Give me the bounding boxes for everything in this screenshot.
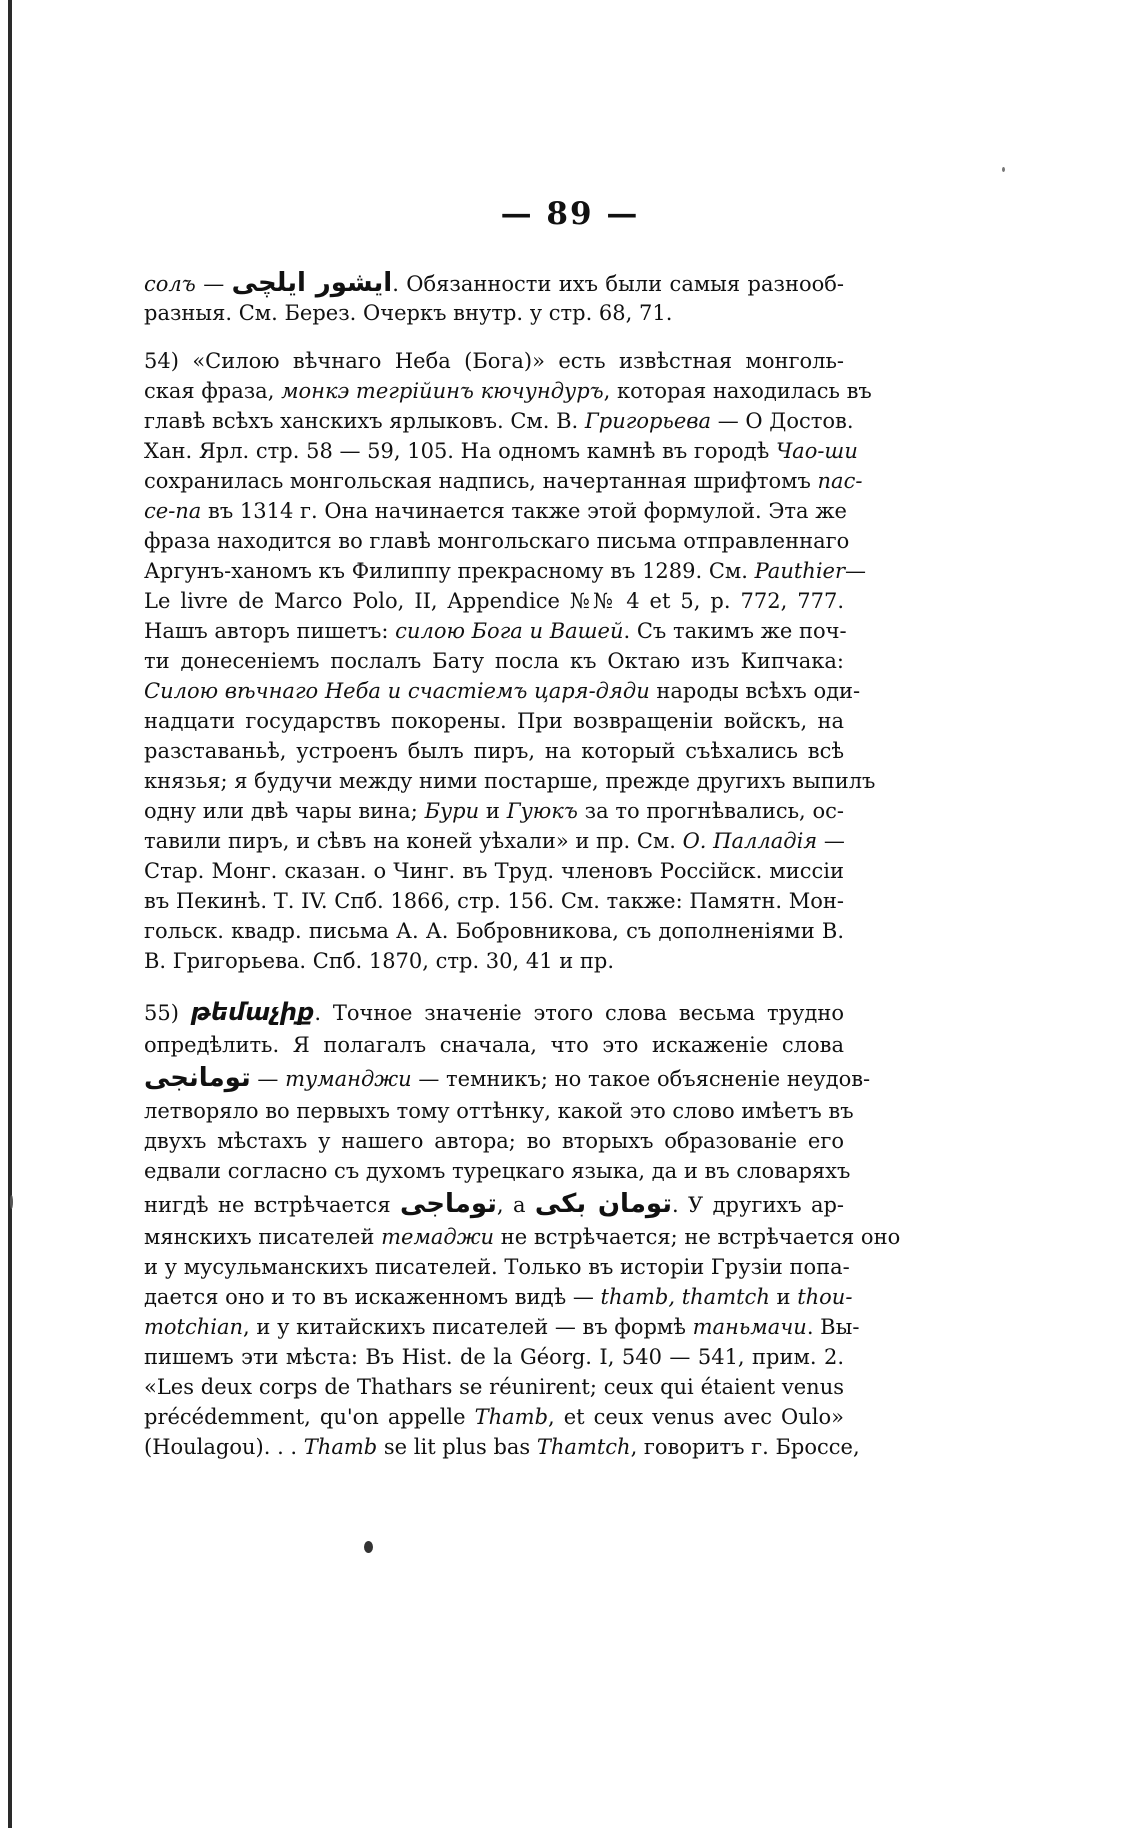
text-span: , которая находилась въ <box>603 379 872 403</box>
italic-text: thou- <box>797 1285 853 1309</box>
italic-text: солъ <box>144 272 196 296</box>
text-span: одну или двѣ чары вина; <box>144 799 425 823</box>
text-line <box>144 706 844 736</box>
text-span: — темникъ; но такое объясненіе неудов- <box>411 1067 871 1091</box>
text-span: Le livre de Marco Polo, II, Appendice №№ 4 et 5, p. 772, 777. <box>144 589 844 613</box>
text-span: въ 1314 г. Она начинается также этой формулой. Эта же <box>201 499 847 523</box>
text-span: не встрѣчается; не встрѣчается оно <box>494 1225 901 1249</box>
text-line <box>144 1372 844 1402</box>
text-span: В. Григорьева. Спб. 1870, стр. 30, 41 и пр. <box>144 949 615 973</box>
text-line <box>144 346 844 376</box>
text-line <box>144 1282 853 1312</box>
text-span: фраза находится во главѣ монгольскаго письма отправленнаго <box>144 529 850 553</box>
text-line <box>144 1342 844 1372</box>
text-span: Хан. Ярл. стр. 58 — 59, 105. На одномъ камнѣ въ городѣ <box>144 439 776 463</box>
text-span: 54) «Силою вѣчнаго Неба (Бога)» есть извѣстная монголь- <box>144 349 844 373</box>
text-span: гольск. квадр. письма А. А. Бобровникова, съ дополненіями В. <box>144 919 844 943</box>
ink-speck <box>10 1195 13 1209</box>
text-span: разставаньѣ, устроенъ былъ пиръ, на который съѣхались всѣ <box>144 739 844 763</box>
text-line <box>144 1156 851 1186</box>
italic-text: Thamb <box>303 1435 378 1459</box>
text-line <box>144 496 847 526</box>
text-span: , а <box>496 1193 535 1217</box>
text-line <box>144 766 876 796</box>
italic-text: монкэ тегрійинъ кючундуръ <box>281 379 604 403</box>
text-span: нигдѣ не встрѣчается <box>144 1193 400 1217</box>
text-line <box>144 466 863 496</box>
text-span: se lit plus bas <box>377 1435 537 1459</box>
text-span: Нашъ авторъ пишетъ: <box>144 619 396 643</box>
paragraph-gap <box>144 328 844 346</box>
text-line <box>144 376 872 406</box>
text-span: двухъ мѣстахъ у нашего автора; во вторыхъ образованіе его <box>144 1129 844 1153</box>
italic-text: Гуюкъ <box>506 799 578 823</box>
text-line <box>144 646 844 676</box>
text-span: и <box>769 1285 798 1309</box>
text-span: главѣ всѣхъ ханскихъ ярлыковъ. См. В. <box>144 409 585 433</box>
italic-text: thamb, thamtch <box>600 1285 770 1309</box>
italic-text: силою Бога и Вашей <box>395 619 624 643</box>
text-line <box>144 1186 844 1222</box>
text-span: народы всѣхъ оди- <box>649 679 861 703</box>
text-span: . Вы- <box>806 1315 860 1339</box>
text-line <box>144 586 844 616</box>
text-line <box>144 826 844 856</box>
text-span: въ Пекинѣ. Т. IV. Спб. 1866, стр. 156. См. также: Памятн. Мон- <box>144 889 844 913</box>
text-span: — О Достов. <box>711 409 854 433</box>
text-line <box>144 406 854 436</box>
text-line <box>144 1126 844 1156</box>
text-line <box>144 994 844 1030</box>
text-span: пишемъ эти мѣста: Въ Hist. de la Géorg. I, 540 — 541, прим. 2. <box>144 1345 844 1369</box>
text-line <box>144 1432 860 1462</box>
text-span: . Обязанности ихъ были самыя разнооб- <box>392 272 844 296</box>
text-span: . Съ такимъ же поч- <box>623 619 847 643</box>
text-span: précédemment, qu'on appelle <box>144 1405 475 1429</box>
text-line <box>144 436 858 466</box>
text-span: — <box>817 829 845 853</box>
text-span: разныя. См. Берез. Очеркъ внутр. у стр. 68, 71. <box>144 301 673 325</box>
text-line <box>144 1252 850 1282</box>
arabic-script-word: تومانجی <box>144 1063 251 1093</box>
italic-text: Силою вѣчнаго Неба и счастіемъ царя-дяди <box>144 679 650 703</box>
text-line <box>144 796 844 826</box>
text-span: едвали согласно съ духомъ турецкаго языка, да и въ словаряхъ <box>144 1159 851 1183</box>
arabic-script-word: توماجی <box>399 1189 497 1219</box>
text-span: 55) <box>144 1001 191 1025</box>
italic-text: Thamtch <box>536 1435 631 1459</box>
text-span: и <box>479 799 507 823</box>
body-text <box>144 268 901 1462</box>
page-scan-edge <box>8 0 12 1828</box>
text-line <box>144 268 844 298</box>
ink-speck <box>1002 167 1005 172</box>
italic-text: Pauthier <box>754 559 846 583</box>
text-line <box>144 298 844 328</box>
text-span: . Точное значеніе этого слова весьма трудно <box>314 1001 844 1025</box>
italic-text: пас- <box>817 469 863 493</box>
text-line <box>144 1060 871 1096</box>
text-span: мянскихъ писателей <box>144 1225 382 1249</box>
text-span: — <box>195 272 232 296</box>
italic-text: motchian <box>144 1315 244 1339</box>
text-span: надцати государствъ покорены. При возвращеніи войскъ, на <box>144 709 844 733</box>
text-line <box>144 736 844 766</box>
italic-text: темаджи <box>381 1225 495 1249</box>
text-line <box>144 616 847 646</box>
italic-text: Thamb <box>474 1405 549 1429</box>
text-line <box>144 1096 854 1126</box>
paragraph-gap <box>144 976 844 994</box>
text-line <box>144 1402 844 1432</box>
arabic-script-word: ایشور ایلچی <box>231 268 393 298</box>
arabic-script-word: تومان بکی <box>534 1189 672 1219</box>
text-line <box>144 1222 901 1252</box>
text-span: Аргунъ-ханомъ къ Филиппу прекрасному въ 1289. См. <box>144 559 755 583</box>
text-span: дается оно и то въ искаженномъ видѣ — <box>144 1285 601 1309</box>
text-line <box>144 886 844 916</box>
text-span: «Les deux corps de Thathars se réunirent; ceux qui étaient venus <box>144 1375 844 1399</box>
text-span: — <box>250 1067 286 1091</box>
text-line <box>144 946 844 976</box>
text-line <box>144 1312 860 1342</box>
text-span: (Houlagou). . . <box>144 1435 304 1459</box>
text-span: летворяло во первыхъ тому оттѣнку, какой это слово имѣетъ въ <box>144 1099 854 1123</box>
text-line <box>144 856 844 886</box>
page-number: — 89 — <box>500 196 640 232</box>
text-span: тавили пиръ, и сѣвъ на коней уѣхали» и пр. См. <box>144 829 683 853</box>
text-span: ская фраза, <box>144 379 282 403</box>
text-line <box>144 676 861 706</box>
italic-text: туманджи <box>285 1067 412 1091</box>
text-line <box>144 916 844 946</box>
italic-text: Чао-ши <box>775 439 858 463</box>
text-span: князья; я будучи между ними постарше, прежде другихъ выпилъ <box>144 769 876 793</box>
text-span: , говоритъ г. Броссе, <box>630 1435 860 1459</box>
armenian-script-word: թեմաչիք <box>190 998 315 1026</box>
text-span: . У другихъ ар- <box>671 1193 844 1217</box>
text-span: опредѣлить. Я полагалъ сначала, что это искаженіе слова <box>144 1033 844 1057</box>
italic-text: се-па <box>144 499 202 523</box>
text-span: и у мусульманскихъ писателей. Только въ исторіи Грузіи попа- <box>144 1255 850 1279</box>
italic-text: Григорьева <box>584 409 712 433</box>
text-line <box>144 556 867 586</box>
italic-text: таньмачи <box>692 1315 807 1339</box>
text-span: сохранилась монгольская надпись, начертанная шрифтомъ <box>144 469 818 493</box>
ink-speck <box>364 1541 373 1553</box>
text-line <box>144 1030 844 1060</box>
text-span: Стар. Монг. сказан. о Чинг. въ Труд. членовъ Россійск. миссіи <box>144 859 844 883</box>
text-line <box>144 526 850 556</box>
text-span: — <box>845 559 867 583</box>
italic-text: Бури <box>424 799 480 823</box>
text-span: , и у китайскихъ писателей — въ формѣ <box>243 1315 693 1339</box>
text-span: , et ceux venus avec Oulo» <box>548 1405 844 1429</box>
text-span: ти донесеніемъ послалъ Бату посла къ Октаю изъ Кипчака: <box>144 649 844 673</box>
text-span: за то прогнѣвались, ос- <box>577 799 844 823</box>
italic-text: О. Палладія <box>682 829 818 853</box>
